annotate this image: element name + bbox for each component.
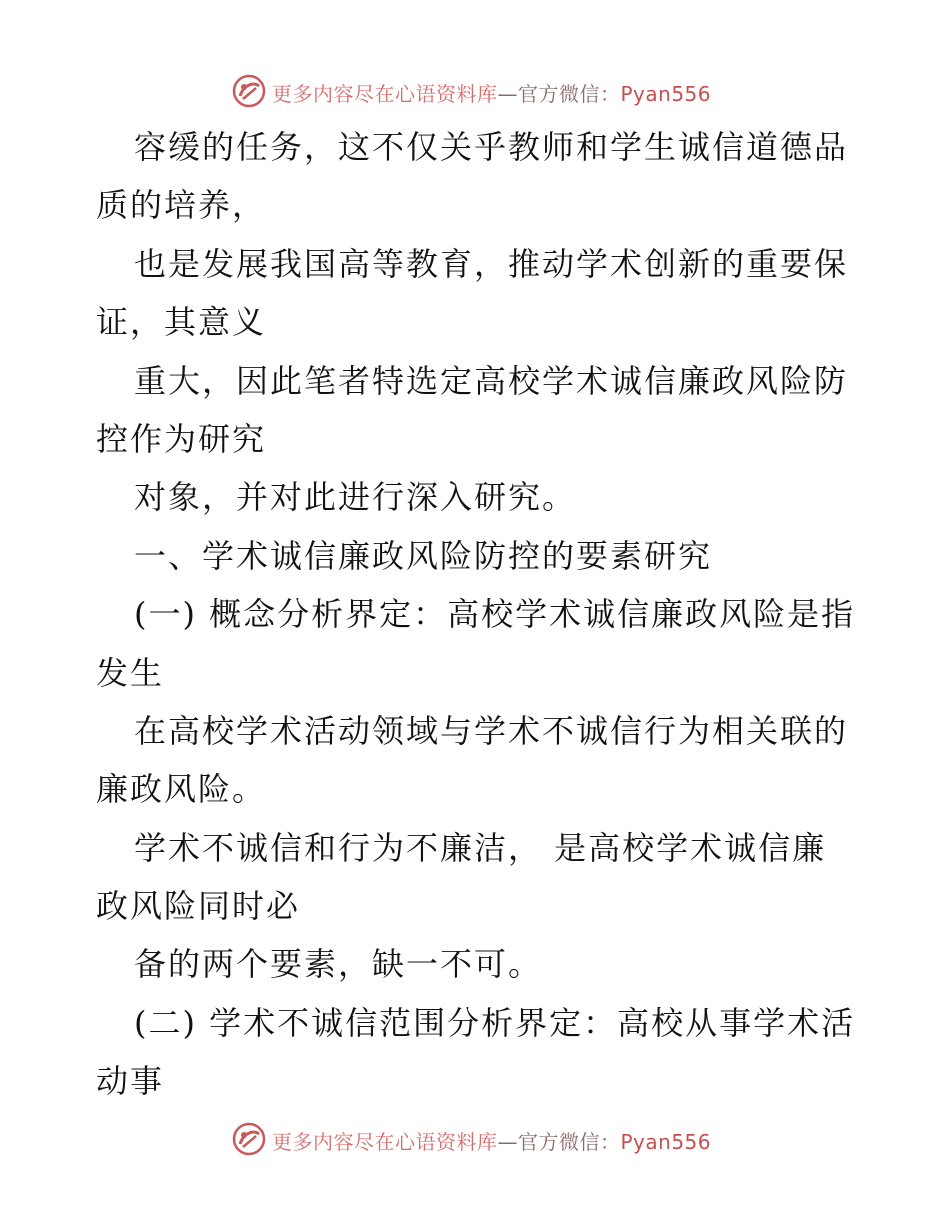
section-heading: 一、学术诚信廉政风险防控的要素研究 (134, 536, 713, 575)
brand-logo-icon (232, 1122, 266, 1156)
footer-banner (0, 1118, 950, 1158)
header-banner (0, 70, 950, 110)
document-body (96, 118, 856, 1111)
text-line: 容缓的任务，这不仅关乎教师和学生诚信道德品 (134, 128, 849, 166)
text-line: 廉政风险。 (96, 770, 267, 809)
text-line: 质的培养， (96, 186, 267, 225)
banner-text (272, 78, 711, 107)
banner-text (272, 1126, 711, 1155)
text-line: 政风险同时必 (96, 887, 301, 926)
text-line: 在高校学术活动领域与学术不诚信行为相关联的 (134, 711, 849, 750)
text-line: 证，其意义 (96, 303, 267, 342)
text-line: 备的两个要素，缺一不可。 (134, 945, 543, 984)
text-line: 动事 (96, 1062, 165, 1101)
text-line: 控作为研究 (96, 419, 267, 458)
text-line: 发生 (96, 653, 165, 692)
wechat-id: Pyan556 (620, 1130, 712, 1154)
banner-prefix: 更多内容尽在心语资料库 (272, 82, 498, 106)
text-line: (二) 学术不诚信范围分析界定：高校从事学术活 (134, 1003, 856, 1042)
text-line: 也是发展我国高等教育，推动学术创新的重要保 (134, 244, 849, 283)
text-line: (一) 概念分析界定：高校学术诚信廉政风险是指 (134, 595, 856, 634)
banner-middle: —官方微信： (497, 1130, 621, 1154)
wechat-id: Pyan556 (620, 82, 712, 106)
text-line: 学术不诚信和行为不廉洁， 是高校学术诚信廉 (134, 828, 827, 867)
brand-logo-icon (232, 74, 266, 108)
text-line: 重大，因此笔者特选定高校学术诚信廉政风险防 (134, 361, 849, 400)
banner-prefix: 更多内容尽在心语资料库 (272, 1130, 498, 1154)
banner-middle: —官方微信： (497, 82, 621, 106)
text-line: 对象，并对此进行深入研究。 (134, 478, 577, 517)
